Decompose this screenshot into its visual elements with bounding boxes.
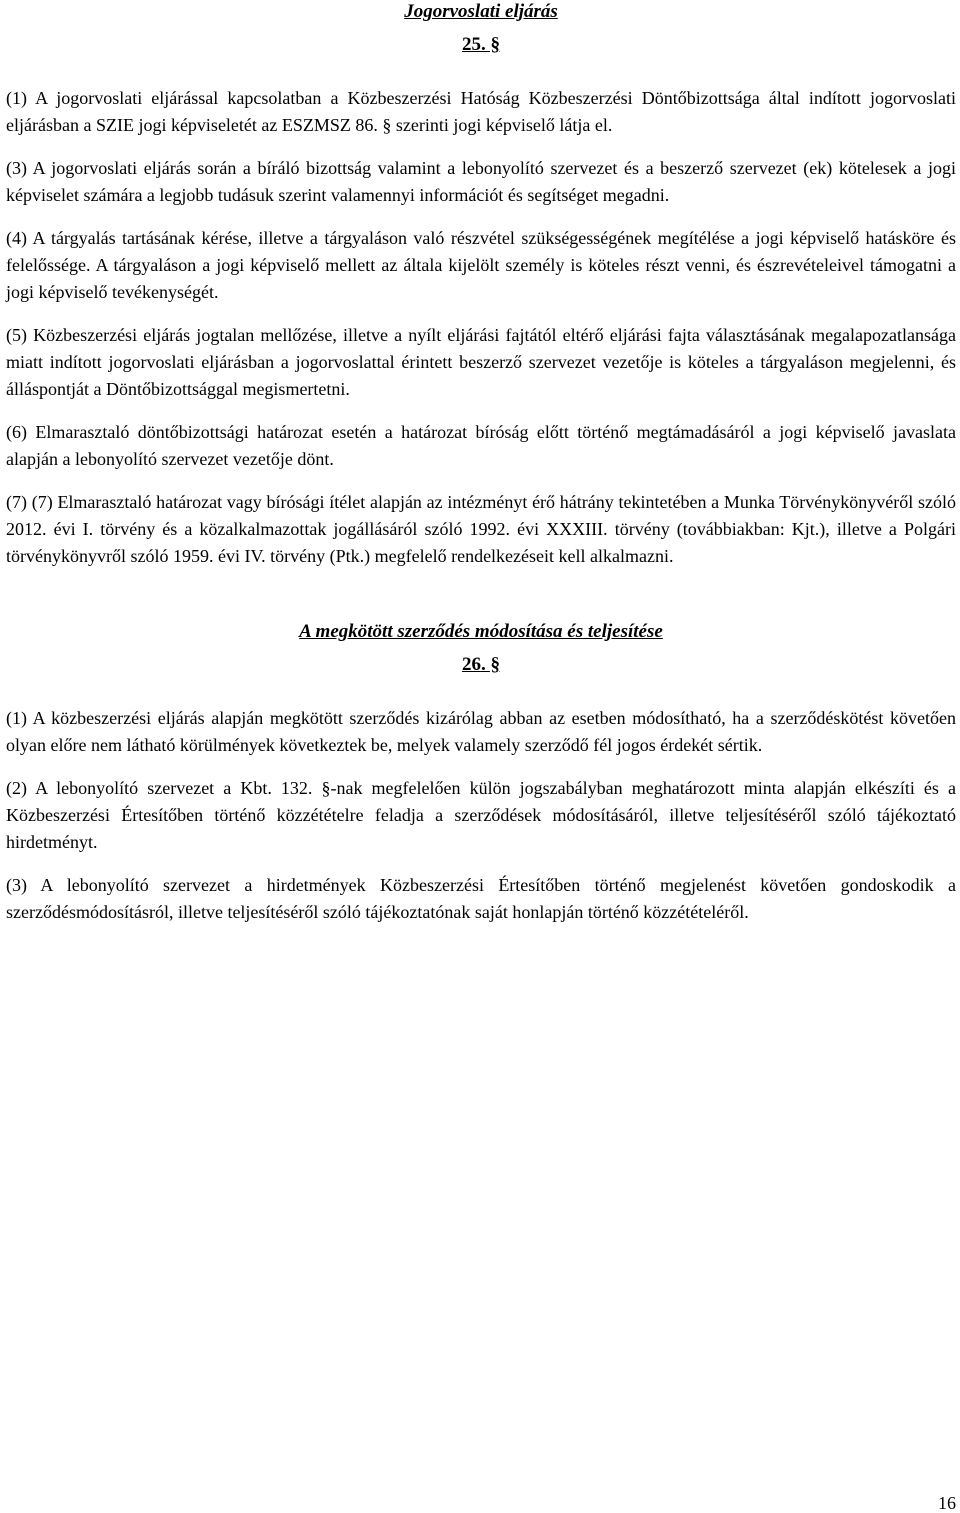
section-number-26: 26. § (462, 654, 500, 675)
section-heading-jogorvoslati: Jogorvoslati eljárás (404, 1, 558, 22)
paragraph-26-3: (3) A lebonyolító szervezet a hirdetmények Közbeszerzési Értesítőben történő megjelenést követően gondoskodik a szerződésmódosításról, illetve teljesítéséről szóló tájékoztatónak saját honlapján történő közzétételéről. (6, 875, 956, 922)
paragraph-26-1: (1) A közbeszerzési eljárás alapján megkötött szerződés kizárólag abban az esetben módosítható, ha a szerződéskötést követően olyan előre nem látható körülmények következtek be, melyek valamely szerződő fél jogos érdekét sértik. (6, 708, 956, 755)
paragraph-25-7: (7) (7) Elmarasztaló határozat vagy bírósági ítélet alapján az intézményt érő hátrány tekintetében a Munka Törvénykönyvéről szóló 2012. évi I. törvény és a közalkalmazottak jogállásáról szóló 1992. évi XXXIII. törvény (továbbiakban: Kjt.), illetve a Polgári törvénykönyvről szóló 1959. évi IV. törvény (Ptk.) megfelelő rendelkezéseit kell alkalmazni. (6, 492, 956, 566)
paragraph-25-5: (5) Közbeszerzési eljárás jogtalan mellőzése, illetve a nyílt eljárási fajtától eltérő eljárási fajta választásának megalapozatlansága miatt indított jogorvoslati eljárásban a jogorvoslattal érintett beszerző szervezet vezetője is köteles a tárgyaláson megjelenni, és álláspontját a Döntőbizottsággal megismertetni. (6, 325, 956, 399)
paragraph-25-4: (4) A tárgyalás tartásának kérése, illetve a tárgyaláson való részvétel szükségességének megítélése a jogi képviselő hatásköre és felelőssége. A tárgyaláson a jogi képviselő mellett az általa kijelölt személy is köteles részt venni, és észrevételeivel támogatni a jogi képviselő tevékenységét. (6, 228, 956, 302)
page-number: 16 (938, 1493, 956, 1513)
paragraph-25-1: (1) A jogorvoslati eljárással kapcsolatban a Közbeszerzési Hatóság Közbeszerzési Döntőbizottsága által indított jogorvoslati eljárásban a SZIE jogi képviseletét az ESZMSZ 86. § szerinti jogi képviselő látja el. (6, 88, 956, 135)
paragraph-25-3: (3) A jogorvoslati eljárás során a bíráló bizottság valamint a lebonyolító szervezet és a beszerző szervezet (ek) kötelesek a jogi képviselet számára a legjobb tudásuk szerint valamennyi információt és segítséget megadni. (6, 158, 956, 205)
document-page (6, 0, 956, 926)
section-heading-szerzodes: A megkötött szerződés módosítása és teljesítése (299, 621, 663, 642)
paragraph-25-6: (6) Elmarasztaló döntőbizottsági határozat esetén a határozat bíróság előtt történő megtámadásáról a jogi képviselő javaslata alapján a lebonyolító szervezet vezetője dönt. (6, 422, 956, 469)
section-number-25: 25. § (462, 34, 500, 55)
paragraph-26-2: (2) A lebonyolító szervezet a Kbt. 132. §-nak megfelelően külön jogszabályban meghatározott minta alapján elkészíti és a Közbeszerzési Értesítőben történő közzétételre feladja a szerződések módosításáról, illetve teljesítéséről szóló tájékoztató hirdetményt. (6, 778, 956, 852)
